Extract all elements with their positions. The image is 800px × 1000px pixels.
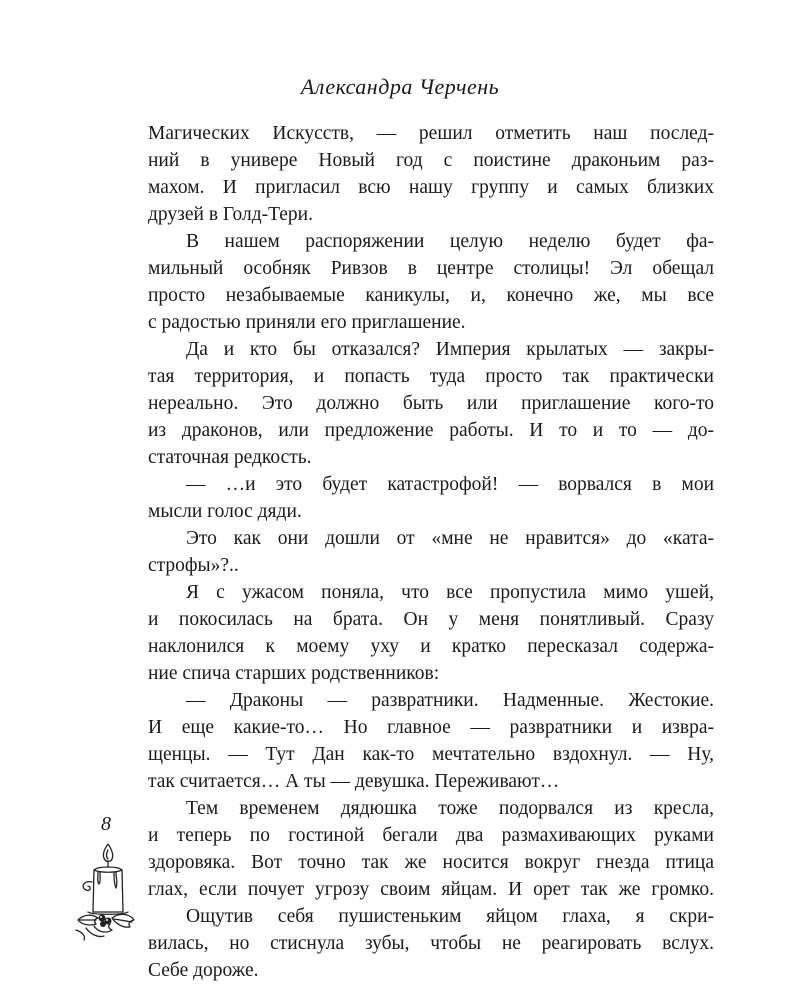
text-line: друзей в Голд-Тери.	[148, 204, 313, 225]
text-line: вилась, но стиснула зубы, чтобы не реагировать вслух.	[148, 933, 714, 954]
text-line: и покосилась на брата. Он у меня понятливый. Сразу	[148, 609, 714, 630]
text-line: просто незабываемые каникулы, и, конечно же, мы все	[148, 285, 714, 306]
text-line: В нашем распоряжении целую неделю будет фа-	[186, 231, 714, 252]
text-line: И еще какие-то… Но главное — развратники и извра-	[148, 717, 714, 738]
text-line: Это как они дошли от «мне не нравится» до «ката-	[186, 528, 714, 549]
text-line: с радостью приняли его приглашение.	[148, 312, 466, 333]
text-line: из драконов, или предложение работы. И то и то — до-	[148, 420, 714, 441]
text-line: здоровяка. Вот точно так же носится вокруг гнезда птица	[148, 852, 714, 873]
text-line: Магических Искусств, — решил отметить наш послед-	[148, 123, 714, 144]
text-line: Ощутив себя пушистеньким яйцом глаха, я скри-	[186, 906, 714, 927]
text-line: Я с ужасом поняла, что все пропустила мимо ушей,	[186, 582, 714, 603]
text-line: нереально. Это должно быть или приглашение кого-то	[148, 393, 714, 414]
text-line: Себе дороже.	[148, 960, 259, 981]
body-text	[148, 120, 714, 984]
text-line: — Драконы — развратники. Надменные. Жестокие.	[186, 690, 714, 711]
text-line: глах, если почует угрозу своим яйцам. И орет так же громко.	[148, 879, 714, 900]
text-line: ние спича старших родственников:	[148, 663, 440, 684]
text-line: так считается… А ты — девушка. Переживают…	[148, 771, 560, 792]
text-line: наклонился к моему уху и кратко пересказал содержа-	[148, 636, 714, 657]
text-line: и теперь по гостиной бегали два размахивающих руками	[148, 825, 714, 846]
page-number: 8	[101, 813, 111, 835]
text-line: мысли голос дяди.	[148, 501, 302, 522]
text-line: строфы»?..	[148, 555, 239, 576]
text-line: щенцы. — Тут Дан как-то мечтательно вздохнул. — Ну,	[148, 744, 714, 765]
text-line: Тем временем дядюшка тоже подорвался из кресла,	[186, 798, 714, 819]
text-line: тая территория, и попасть туда просто так практически	[148, 366, 714, 387]
text-line: статочная редкость.	[148, 447, 312, 468]
text-line: ний в универе Новый год с поистине драконьим раз-	[148, 150, 714, 171]
text-line: Да и кто бы отказался? Империя крылатых — закры-	[186, 339, 714, 360]
text-line: мильный особняк Ривзов в центре столицы! Эл обещал	[148, 258, 714, 279]
text-line: махом. И пригласил всю нашу группу и самых близких	[148, 177, 714, 198]
running-head: Александра Черчень	[300, 74, 500, 99]
text-line: — …и это будет катастрофой! — ворвался в мои	[186, 474, 714, 495]
candle-with-holly-icon	[72, 842, 138, 942]
